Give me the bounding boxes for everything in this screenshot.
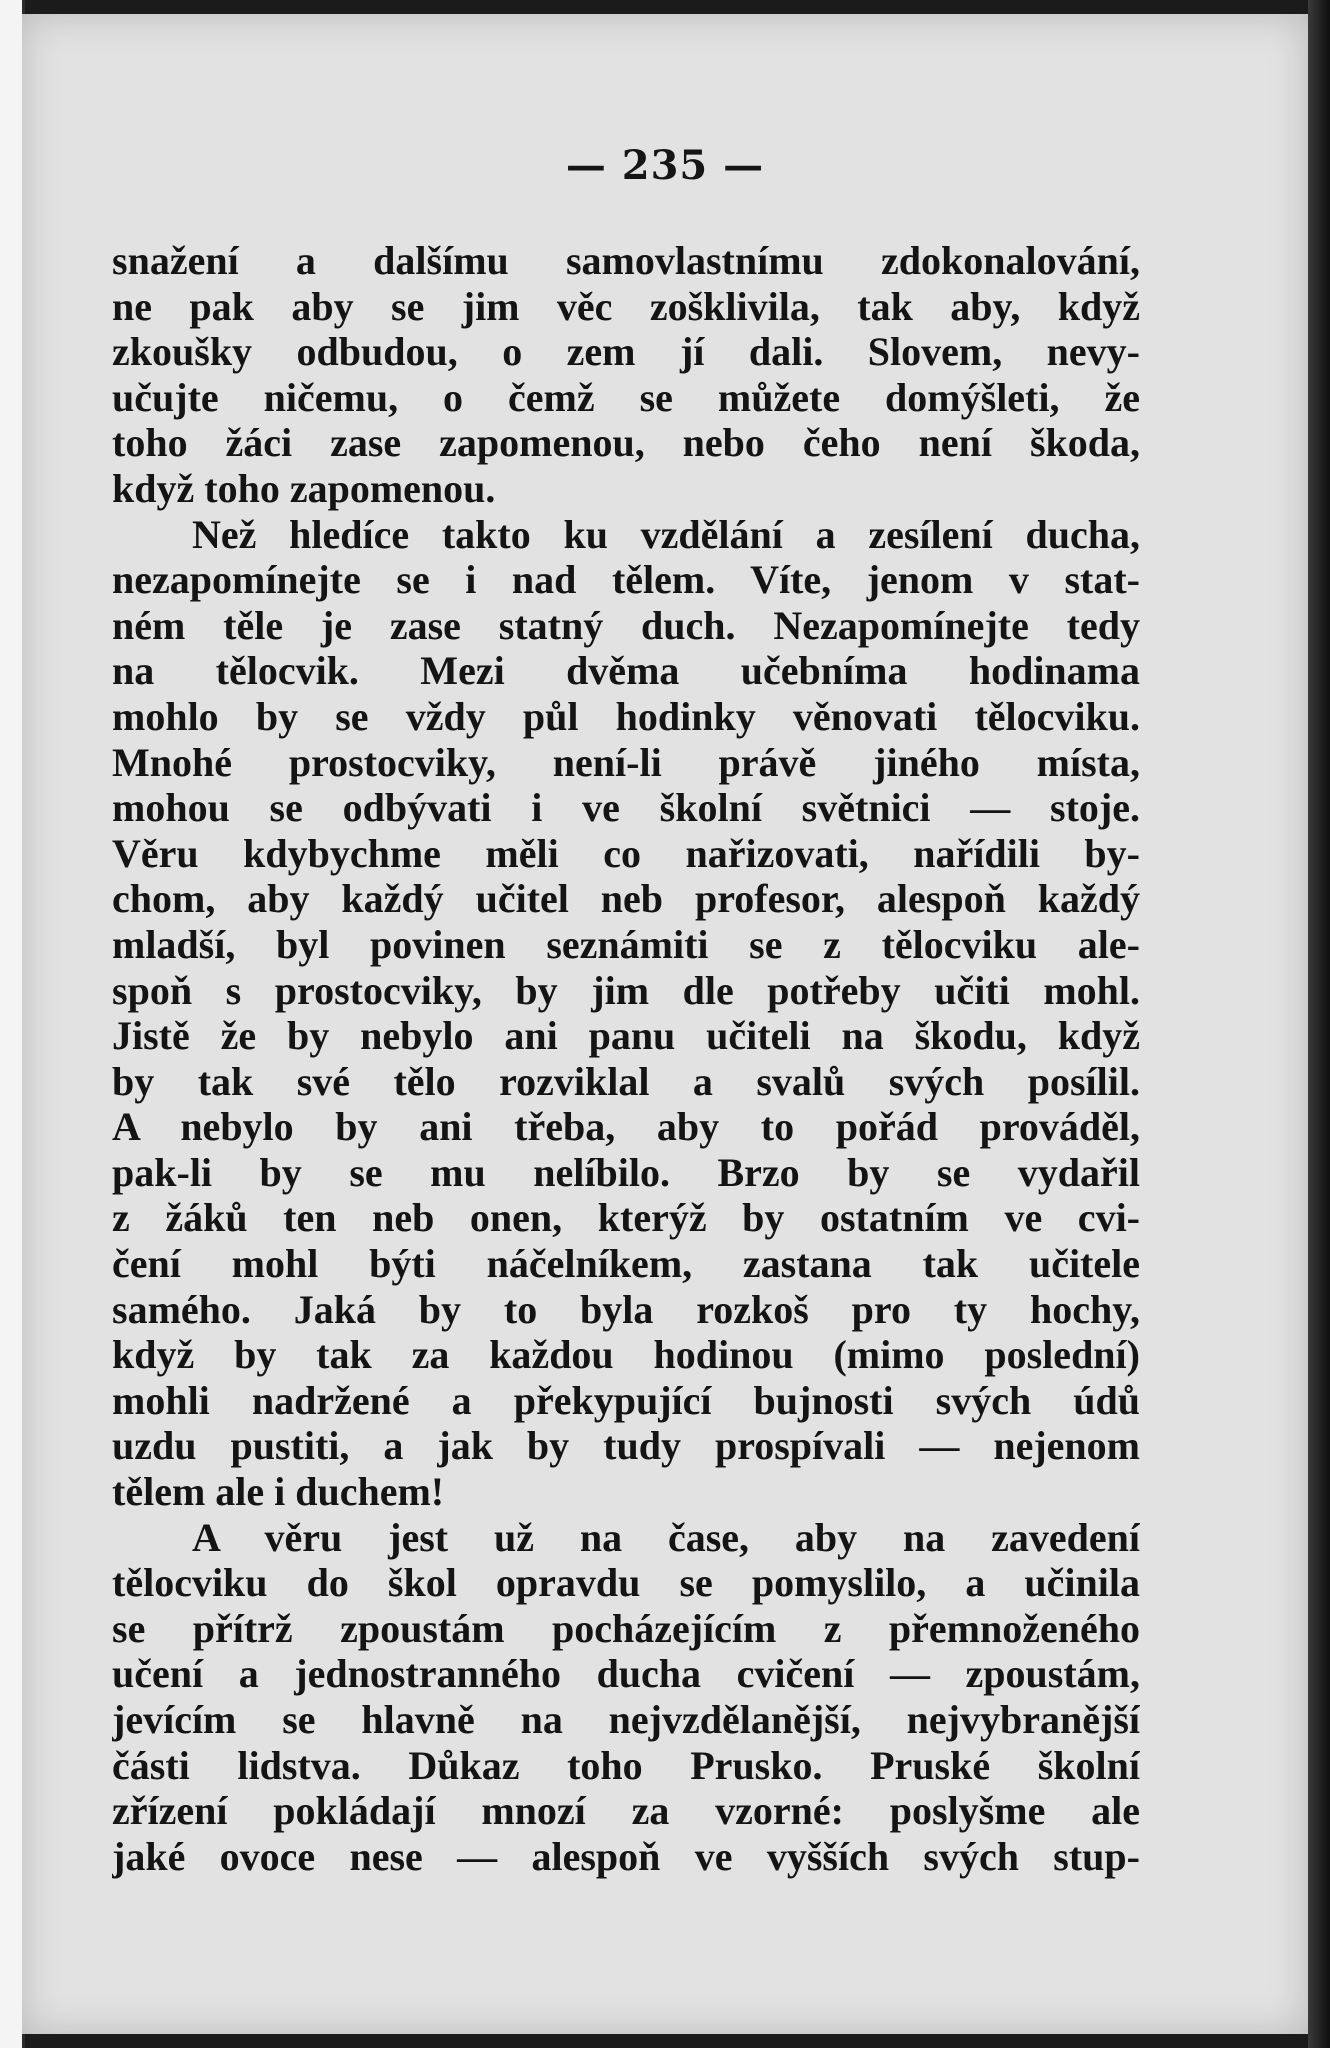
page-number: — 235 — (565, 142, 765, 189)
text-line: Jistě že by nebylo ani panu učiteli na škodu, když (112, 1013, 1140, 1059)
text-line: uzdu pustiti, a jak by tudy prospívali — nejenom (112, 1423, 1140, 1469)
text-line: zkoušky odbudou, o zem jí dali. Slovem, nevy- (112, 329, 1140, 375)
text-line: pak-li by se mu nelíbilo. Brzo by se vydařil (112, 1149, 1140, 1195)
text-line: by tak své tělo rozviklal a svalů svých posílil. (112, 1058, 1140, 1104)
text-line: zřízení pokládají mnozí za vzorné: poslyšme ale (112, 1788, 1140, 1834)
text-line: Věru kdybychme měli co nařizovati, nařídili by- (112, 830, 1140, 876)
text-line: tělocviku do škol opravdu se pomyslilo, a učinila (112, 1560, 1140, 1606)
text-line: části lidstva. Důkaz toho Prusko. Pruské školní (112, 1742, 1140, 1788)
text-line: A nebylo by ani třeba, aby to pořád prováděl, (112, 1104, 1140, 1150)
text-line: čení mohl býti náčelníkem, zastana tak učitele (112, 1241, 1140, 1287)
text-line: jaké ovoce nese — alespoň ve vyšších svých stup- (112, 1833, 1140, 1879)
text-line: na tělocvik. Mezi dvěma učebníma hodinama (112, 648, 1140, 694)
text-line: mohou se odbývati i ve školní světnici — stoje. (112, 785, 1140, 831)
text-line: Než hledíce takto ku vzdělání a zesílení ducha, (192, 511, 1140, 557)
text-line: mohlo by se vždy půl hodinky věnovati tělocviku. (112, 693, 1140, 739)
text-line: tělem ale i duchem! (112, 1469, 445, 1515)
text-line: se přítrž zpoustám pocházejícím z přemnoženého (112, 1605, 1140, 1651)
text-line: učujte ničemu, o čemž se můžete domýšleti, že (112, 374, 1140, 420)
text-line: snažení a dalšímu samovlastnímu zdokonalování, (112, 238, 1140, 283)
text-line: samého. Jaká by to byla rozkoš pro ty hochy, (112, 1286, 1140, 1332)
text-line: mladší, byl povinen seznámiti se z tělocviku ale- (112, 921, 1140, 967)
text-line: spoň s prostocviky, by jim dle potřeby učiti mohl. (112, 967, 1140, 1013)
text-line: když toho zapomenou. (112, 465, 496, 511)
text-line: jevícím se hlavně na nejvzdělanější, nejvybranější (112, 1697, 1140, 1742)
text-line: A věru jest už na čase, aby na zavedení (192, 1514, 1140, 1560)
body-text (112, 238, 1140, 1879)
page-shadow-edge (1308, 0, 1330, 2048)
text-line: Mnohé prostocviky, není-li právě jiného místa, (112, 739, 1140, 785)
text-line: ne pak aby se jim věc zošklivila, tak aby, když (112, 283, 1140, 329)
text-line: mohli nadržené a překypující bujnosti svých údů (112, 1377, 1140, 1423)
text-line: ném těle je zase statný duch. Nezapomínejte tedy (112, 602, 1140, 648)
text-line: učení a jednostranného ducha cvičení — zpoustám, (112, 1651, 1140, 1697)
text-line: nezapomínejte se i nad tělem. Víte, jenom v stat- (112, 557, 1140, 603)
text-line: toho žáci zase zapomenou, nebo čeho není škoda, (112, 420, 1140, 466)
text-line: z žáků ten neb onen, kterýž by ostatním ve cvi- (112, 1195, 1140, 1241)
text-line: chom, aby každý učitel neb profesor, alespoň každý (112, 876, 1140, 922)
text-line: když by tak za každou hodinou (mimo poslední) (112, 1332, 1140, 1378)
